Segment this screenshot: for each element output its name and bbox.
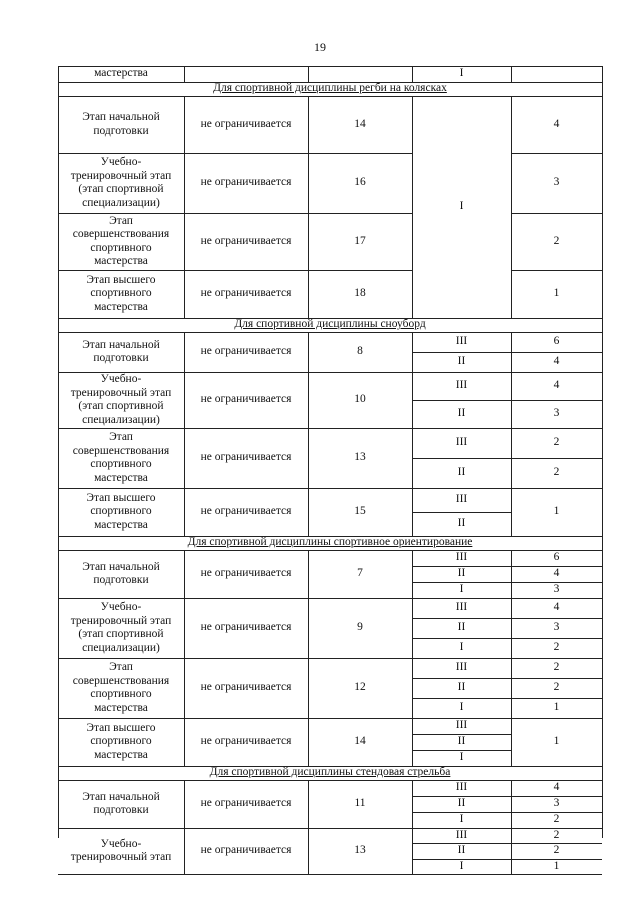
level-cell: I	[459, 813, 464, 826]
stage-cell: Учебно- тренировочный этап	[70, 837, 172, 863]
limit-cell: не ограничивается	[200, 797, 292, 810]
table-rule-vertical	[412, 66, 413, 82]
count-cell: 4	[553, 781, 560, 794]
count-cell: 1	[553, 735, 560, 748]
section-title: Для спортивной дисциплины стендовая стрельба	[209, 766, 451, 779]
requirements-table	[58, 66, 602, 872]
count-cell: 2	[553, 681, 560, 694]
limit-cell: не ограничивается	[200, 117, 292, 130]
table-rule-horizontal	[412, 352, 511, 353]
level-cell: II	[457, 567, 466, 580]
level-cell: I	[459, 641, 464, 654]
limit-cell: не ограничивается	[200, 505, 292, 518]
level-cell: I	[459, 751, 464, 764]
table-rule-horizontal	[511, 812, 602, 813]
table-rule-horizontal	[511, 582, 602, 583]
table-rule-horizontal	[511, 698, 602, 699]
stage-cell: Этап высшего спортивного мастерства	[86, 273, 156, 313]
stage-cell: Учебно- тренировочный этап (этап спортивной специализации)	[70, 373, 172, 426]
age-cell: 16	[354, 176, 366, 189]
table-rule-vertical	[58, 66, 59, 838]
table-rule-horizontal	[412, 618, 511, 619]
page-number: 19	[314, 40, 326, 54]
table-rule-horizontal	[58, 874, 602, 875]
table-rule-horizontal	[412, 843, 511, 844]
count-cell: 1	[553, 287, 560, 300]
age-cell: 13	[354, 844, 366, 857]
table-rule-horizontal	[412, 400, 511, 401]
table-rule-horizontal	[412, 698, 511, 699]
table-rule-horizontal	[511, 678, 602, 679]
level-cell: II	[457, 517, 466, 530]
age-cell: 12	[354, 681, 366, 694]
age-cell: 15	[354, 505, 366, 518]
section-title: Для спортивной дисциплины спортивное ориентирование	[187, 536, 473, 549]
count-cell: 1	[553, 859, 560, 872]
level-cell: I	[459, 200, 464, 213]
limit-cell: не ограничивается	[200, 621, 292, 634]
stage-cell: Этап начальной подготовки	[82, 790, 160, 816]
age-cell: 9	[357, 621, 363, 634]
count-cell: 4	[553, 117, 560, 130]
stage-cell: Учебно- тренировочный этап (этап спортивной специализации)	[70, 156, 172, 209]
table-rule-horizontal	[412, 512, 511, 513]
table-rule-vertical	[602, 66, 603, 838]
age-cell: 10	[354, 393, 366, 406]
table-rule-vertical	[184, 66, 185, 82]
count-cell: 1	[553, 701, 560, 714]
stage-cell: Этап высшего спортивного мастерства	[86, 721, 156, 761]
table-rule-horizontal	[511, 638, 602, 639]
age-cell: 14	[354, 735, 366, 748]
stage-cell: Этап начальной подготовки	[82, 560, 160, 586]
count-cell: 2	[553, 844, 560, 857]
level-cell: II	[457, 621, 466, 634]
count-cell: 2	[553, 466, 560, 479]
level-cell: III	[455, 335, 468, 348]
count-cell: 4	[553, 379, 560, 392]
stage-cell: Этап совершенствования спортивного мастерства	[72, 431, 170, 484]
limit-cell: не ограничивается	[200, 234, 292, 247]
table-rule-horizontal	[412, 734, 511, 735]
limit-cell: не ограничивается	[200, 451, 292, 464]
level-cell: II	[457, 681, 466, 694]
table-rule-horizontal	[412, 458, 511, 459]
level-cell: I	[459, 583, 464, 596]
count-cell: 3	[553, 797, 560, 810]
age-cell: 14	[354, 117, 366, 130]
stage-cell: Этап совершенствования спортивного мастерства	[72, 661, 170, 714]
limit-cell: не ограничивается	[200, 681, 292, 694]
table-rule-horizontal	[511, 796, 602, 797]
stage-cell: Этап высшего спортивного мастерства	[86, 491, 156, 531]
section-title: Для спортивной дисциплины сноуборд	[234, 318, 426, 331]
table-rule-horizontal	[511, 458, 602, 459]
count-cell: 2	[553, 436, 560, 449]
age-cell: 7	[357, 567, 363, 580]
limit-cell: не ограничивается	[200, 567, 292, 580]
limit-cell: не ограничивается	[200, 287, 292, 300]
count-cell: 2	[553, 828, 560, 841]
level-cell: III	[455, 828, 468, 841]
level-cell: III	[455, 781, 468, 794]
age-cell: 18	[354, 287, 366, 300]
limit-cell: не ограничивается	[200, 176, 292, 189]
count-cell: 3	[553, 176, 560, 189]
level-cell: III	[455, 379, 468, 392]
level-cell: III	[455, 493, 468, 506]
table-rule-horizontal	[511, 400, 602, 401]
table-rule-horizontal	[412, 582, 511, 583]
level-cell: III	[455, 551, 468, 564]
section-title: Для спортивной дисциплины регби на колясках	[213, 82, 447, 95]
table-rule-horizontal	[511, 843, 602, 844]
level-cell: I	[459, 859, 464, 872]
top-row-stage: мастерства	[94, 67, 148, 80]
count-cell: 1	[553, 505, 560, 518]
table-rule-horizontal	[511, 859, 602, 860]
level-cell: II	[457, 735, 466, 748]
level-cell: III	[455, 661, 468, 674]
age-cell: 17	[354, 234, 366, 247]
age-cell: 13	[354, 451, 366, 464]
table-rule-horizontal	[511, 618, 602, 619]
count-cell: 3	[553, 583, 560, 596]
level-cell: II	[457, 844, 466, 857]
count-cell: 3	[553, 407, 560, 420]
count-cell: 4	[553, 355, 560, 368]
limit-cell: не ограничивается	[200, 345, 292, 358]
table-rule-horizontal	[511, 566, 602, 567]
count-cell: 6	[553, 551, 560, 564]
limit-cell: не ограничивается	[200, 735, 292, 748]
count-cell: 6	[553, 335, 560, 348]
stage-cell: Этап начальной подготовки	[82, 111, 160, 137]
table-rule-vertical	[511, 66, 512, 82]
table-rule-horizontal	[412, 796, 511, 797]
count-cell: 3	[553, 621, 560, 634]
level-cell: III	[455, 436, 468, 449]
level-cell: II	[457, 466, 466, 479]
count-cell: 2	[553, 661, 560, 674]
count-cell: 4	[553, 567, 560, 580]
stage-cell: Этап совершенствования спортивного мастерства	[72, 214, 170, 267]
table-rule-horizontal	[412, 566, 511, 567]
level-cell: III	[455, 719, 468, 732]
table-rule-horizontal	[412, 678, 511, 679]
level-cell: II	[457, 797, 466, 810]
top-row-level: I	[459, 67, 464, 80]
level-cell: III	[455, 601, 468, 614]
limit-cell: не ограничивается	[200, 844, 292, 857]
level-cell: II	[457, 407, 466, 420]
age-cell: 11	[354, 797, 366, 810]
count-cell: 2	[553, 813, 560, 826]
table-rule-horizontal	[412, 750, 511, 751]
level-cell: I	[459, 701, 464, 714]
table-rule-horizontal	[511, 352, 602, 353]
stage-cell: Учебно- тренировочный этап (этап спортивной специализации)	[70, 601, 172, 654]
count-cell: 2	[553, 234, 560, 247]
count-cell: 2	[553, 641, 560, 654]
table-rule-vertical	[308, 66, 309, 82]
level-cell: II	[457, 355, 466, 368]
table-rule-horizontal	[412, 859, 511, 860]
stage-cell: Этап начальной подготовки	[82, 338, 160, 364]
count-cell: 4	[553, 601, 560, 614]
table-rule-horizontal	[412, 812, 511, 813]
table-rule-horizontal	[412, 638, 511, 639]
age-cell: 8	[357, 345, 363, 358]
limit-cell: не ограничивается	[200, 393, 292, 406]
